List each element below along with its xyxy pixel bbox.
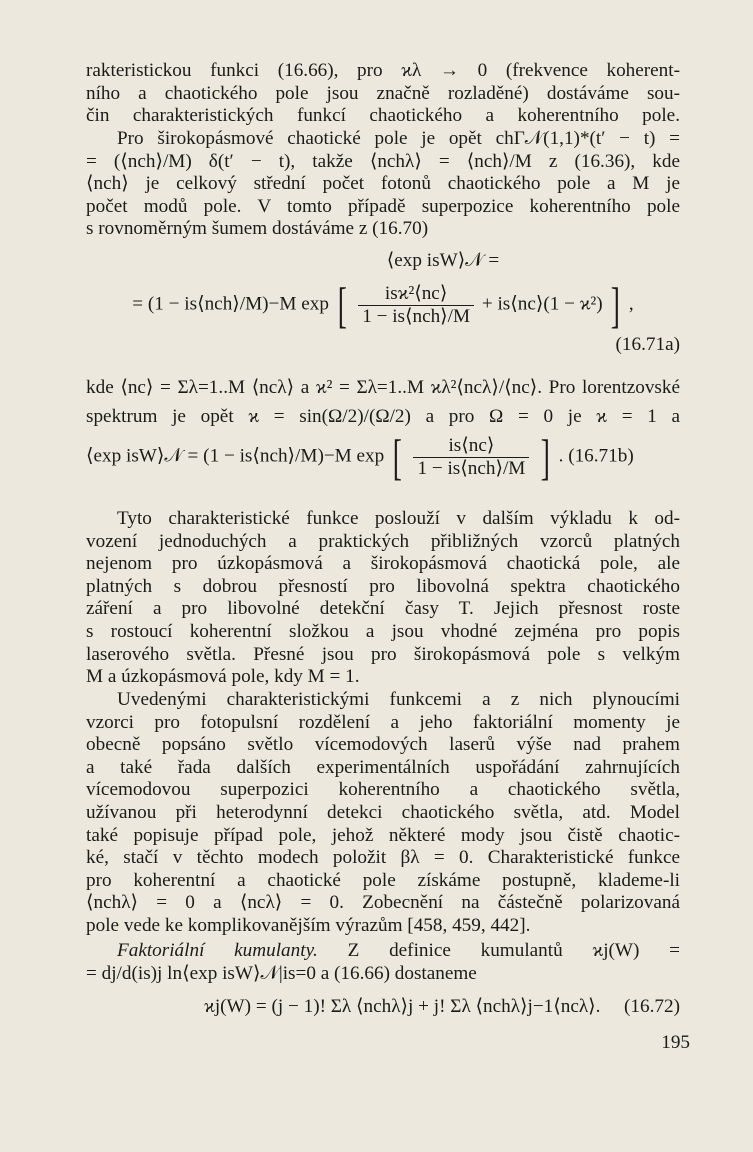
text-line: Uvedenými charakteristickými funkcemi a z nich plynoucími <box>117 689 680 710</box>
equation-prefix: ⟨exp isW⟩𝒩 = (1 − is⟨nch⟩/M)−M exp <box>86 445 385 467</box>
text-line: vození jednoduchých a praktických přibližných vzorců platných <box>86 530 680 552</box>
equation-term: + is⟨nc⟩(1 − ϰ²) <box>481 293 603 315</box>
text-line: s rostoucí koherentní složkou a jsou vhodné zejména pro popis <box>86 620 680 642</box>
text-line: = (⟨nch⟩/M) δ(t′ − t), takže ⟨nchλ⟩ = ⟨nch⟩/M z (16.36), kde <box>86 150 680 172</box>
paragraph-cumulants <box>86 940 680 985</box>
text-line: = dj/d(is)j ln⟨exp isW⟩𝒩|is=0 a (16.66) dostaneme <box>86 962 477 984</box>
text-line: ⟨nchλ⟩ = 0 a ⟨ncλ⟩ = 0. Zobecnění na částečně polarizovaná <box>86 892 680 914</box>
section-heading: Faktoriální kumulanty. <box>117 940 318 961</box>
text-line: platných s dobrou přesností pro libovolná spektra chaotického <box>86 575 680 597</box>
paragraph-definitions <box>86 374 680 429</box>
text-line: ního a chaotického pole jsou značně rozladěné) dostáváme sou- <box>86 82 680 104</box>
fraction <box>413 435 529 480</box>
left-bracket: [ <box>337 277 347 333</box>
equation-line: ⟨exp isW⟩𝒩 = <box>386 250 500 271</box>
text-line: Tyto charakteristické funkce poslouží v dalším výkladu k od- <box>117 508 680 529</box>
equation-label: (16.72) <box>624 996 680 1017</box>
text-line: s rovnoměrným šumem dostáváme z (16.70) <box>86 218 429 240</box>
text-span: Z definice kumulantů ϰj(W) = <box>347 940 680 961</box>
text-line: laserového světla. Přesné jsou pro širokopásmová pole s velkým <box>86 643 680 665</box>
text-line: nejenom pro úzkopásmová a širokopásmová chaotická pole, ale <box>86 553 680 575</box>
fraction-numerator: isϰ²⟨nc⟩ <box>358 283 474 306</box>
text-line: vícemodovou superpozici koherentního a chaotického světla, <box>86 779 680 801</box>
text-line: ⟨nch⟩ je celkový střední počet fotonů chaotického pole a M je <box>86 173 680 195</box>
paragraph-continuation <box>86 60 680 128</box>
equation-16-71b <box>86 429 680 485</box>
left-bracket: [ <box>392 429 402 485</box>
paragraph-broadband <box>86 128 680 241</box>
text-line: pole vede ke komplikovanějším výrazům [458, 459, 442]. <box>86 914 531 936</box>
text-line <box>86 940 680 963</box>
text-line: ké, stačí v těchto modech položit βλ = 0. Charakteristické funkce <box>86 847 680 869</box>
equation-16-71a <box>86 248 680 356</box>
equation-prefix: = (1 − is⟨nch⟩/M)−M exp <box>132 293 329 315</box>
text-line: a také řada dalších experimentálních uspořádání zahrnujících <box>86 756 680 778</box>
fraction <box>358 283 474 328</box>
text-line: záření a pro libovolné detekční časy T. Jejich přesnost roste <box>86 598 680 620</box>
fraction-numerator: is⟨nc⟩ <box>413 435 529 458</box>
text-line: spektrum je opět ϰ = sin(Ω/2)/(Ω/2) a pro Ω = 0 je ϰ = 1 a <box>86 406 680 427</box>
paragraph-usage <box>86 508 680 689</box>
equation-16-72 <box>86 994 680 1020</box>
text-line: obecně popsáno světlo vícemodových laserů výše nad prahem <box>86 734 680 756</box>
text-line: kde ⟨nc⟩ = Σλ=1..M ⟨ncλ⟩ a ϰ² = Σλ=1..M ϰλ²⟨ncλ⟩/⟨nc⟩. Pro lorentzovské <box>86 377 680 398</box>
text-line: M a úzkopásmová pole, kdy M = 1. <box>86 666 360 688</box>
text-line: Pro širokopásmové chaotické pole je opět chΓ𝒩(1,1)*(t′ − t) = <box>117 128 680 149</box>
right-bracket: ] <box>540 429 551 485</box>
page-number: 195 <box>661 1032 690 1053</box>
text-line: čin charakteristických funkcí chaotického a koherentního pole. <box>86 105 680 127</box>
equation-label: . (16.71b) <box>558 445 634 467</box>
fraction-denominator: 1 − is⟨nch⟩/M <box>362 305 471 327</box>
text-line: pro koherentní a chaotické pole získáme postupně, klademe-li <box>86 869 680 891</box>
text-line: vzorci pro fotopulsní rozdělení a jeho faktoriální momenty je <box>86 711 680 733</box>
text-line: počet modů pole. V tomto případě superpozice koherentního pole <box>86 195 680 217</box>
text-line: užívanou při heterodynní detekci chaotického světla, atd. Model <box>86 801 680 823</box>
fraction-denominator: 1 − is⟨nch⟩/M <box>417 457 526 479</box>
right-bracket: ] <box>611 277 621 333</box>
equation-label: (16.71a) <box>615 334 680 355</box>
text-line: rakteristickou funkci (16.66), pro ϰλ → 0 (frekvence koherent- <box>86 60 680 81</box>
text-line: také popisuje případ pole, jehož některé mody jsou čistě chaotic- <box>86 824 680 846</box>
equation-body: ϰj(W) = (j − 1)! Σλ ⟨nchλ⟩j + j! Σλ ⟨nchλ⟩j−1⟨ncλ⟩. <box>204 996 601 1017</box>
equation-punct: , <box>628 293 634 315</box>
paragraph-models <box>86 689 680 938</box>
